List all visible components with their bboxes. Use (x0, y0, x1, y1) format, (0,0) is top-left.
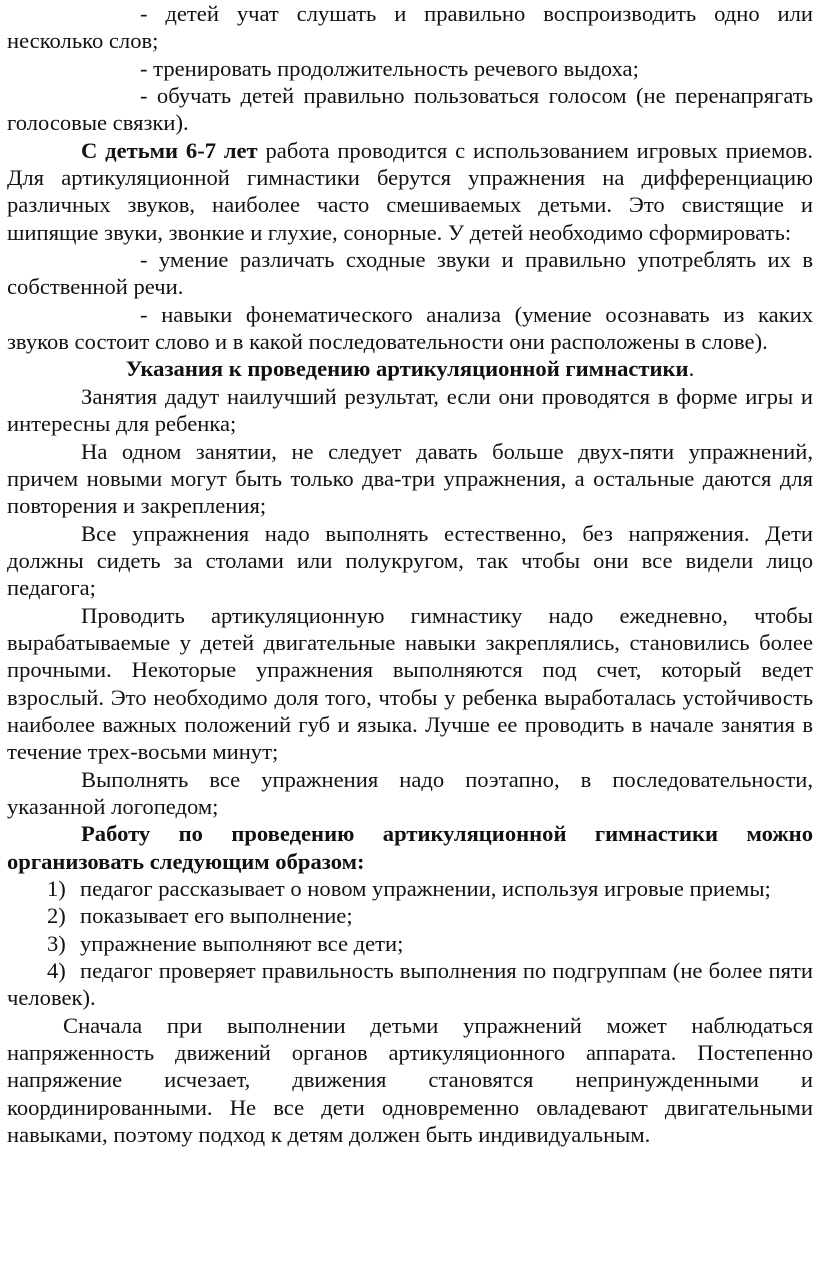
intro-item-2: - тренировать продолжительность речевого выдоха; (140, 55, 639, 81)
guideline-3: Все упражнения надо выполнять естественно, без напряжения. Дети должны сидеть за столами или полукругом, так чтобы они все видели лицо педагога; (7, 520, 813, 601)
step-item-4 (7, 957, 813, 1012)
guideline-5: Выполнять все упражнения надо поэтапно, в последовательности, указанной логопедом; (7, 766, 813, 819)
document-page (7, 0, 813, 1148)
age-group-paragraph (7, 137, 813, 246)
section-heading (7, 355, 813, 382)
section-heading-suffix: . (688, 356, 695, 382)
skill-item-2: - навыки фонематического анализа (умение осознавать из каких звуков состоит слово и в какой последовательности они расположены в слове). (7, 301, 813, 355)
intro-item-3: - обучать детей правильно пользоваться голосом (не перенапрягать голосовые связки). (7, 83, 813, 136)
step-text: показывает его выполнение; (80, 903, 353, 929)
step-item-2 (7, 902, 813, 929)
conclusion-paragraph: Сначала при выполнении детьми упражнений может наблюдаться напряженность движений органов артикуляционного аппарата. Постепенно напряжение исчезает, движения становятся непринужденными и координированными. Не все дети одновременно овладевают двигательными навыками, поэтому подход к детям должен быть индивидуальным. (7, 1012, 813, 1148)
organization-heading: Работу по проведению артикуляционной гимнастики можно организовать следующим образом: (7, 821, 813, 874)
step-text: педагог рассказывает о новом упражнении, используя игровые приемы; (80, 876, 771, 901)
step-number: 3) (47, 930, 66, 956)
step-number: 4) (47, 958, 66, 984)
age-group-text: работа проводится с использованием игровых приемов. Для артикуляционной гимнастики берутся упражнения на дифференциацию различных звуков, наиболее часто смешиваемых детьми. Это свистящие и шипящие звуки, звонкие и глухие, сонорные. У детей необходимо сформировать: (7, 137, 813, 245)
step-number: 1) (47, 876, 66, 901)
step-text: педагог проверяет правильность выполнения по подгруппам (не более пяти человек). (7, 958, 813, 1011)
guideline-2: На одном занятии, не следует давать больше двух-пяти упражнений, причем новыми могут быть только два-три упражнения, а остальные даются для повторения и закрепления; (7, 438, 813, 519)
step-text: упражнение выполняют все дети; (80, 930, 404, 956)
guideline-1: Занятия дадут наилучший результат, если они проводятся в форме игры и интересны для ребенка; (7, 383, 813, 437)
section-heading-text: Указания к проведению артикуляционной гимнастики (125, 356, 689, 382)
skill-item-1: - умение различать сходные звуки и правильно употреблять их в собственной речи. (7, 247, 813, 300)
step-item-1 (7, 875, 813, 902)
intro-item-1: - детей учат слушать и правильно воспроизводить одно или несколько слов; (7, 1, 813, 54)
age-group-lead: С детьми 6-7 лет (81, 137, 258, 163)
guideline-4: Проводить артикуляционную гимнастику надо ежедневно, чтобы вырабатываемые у детей двигательные навыки закреплялись, становились более прочными. Некоторые упражнения выполняются под счет, который ведет взрослый. Это необходимо доля того, чтобы у ребенка выработалась устойчивость наиболее важных положений губ и языка. Лучше ее проводить в начале занятия в течение трех-восьми минут; (7, 602, 813, 765)
step-number: 2) (47, 903, 66, 929)
step-item-3 (7, 930, 813, 957)
